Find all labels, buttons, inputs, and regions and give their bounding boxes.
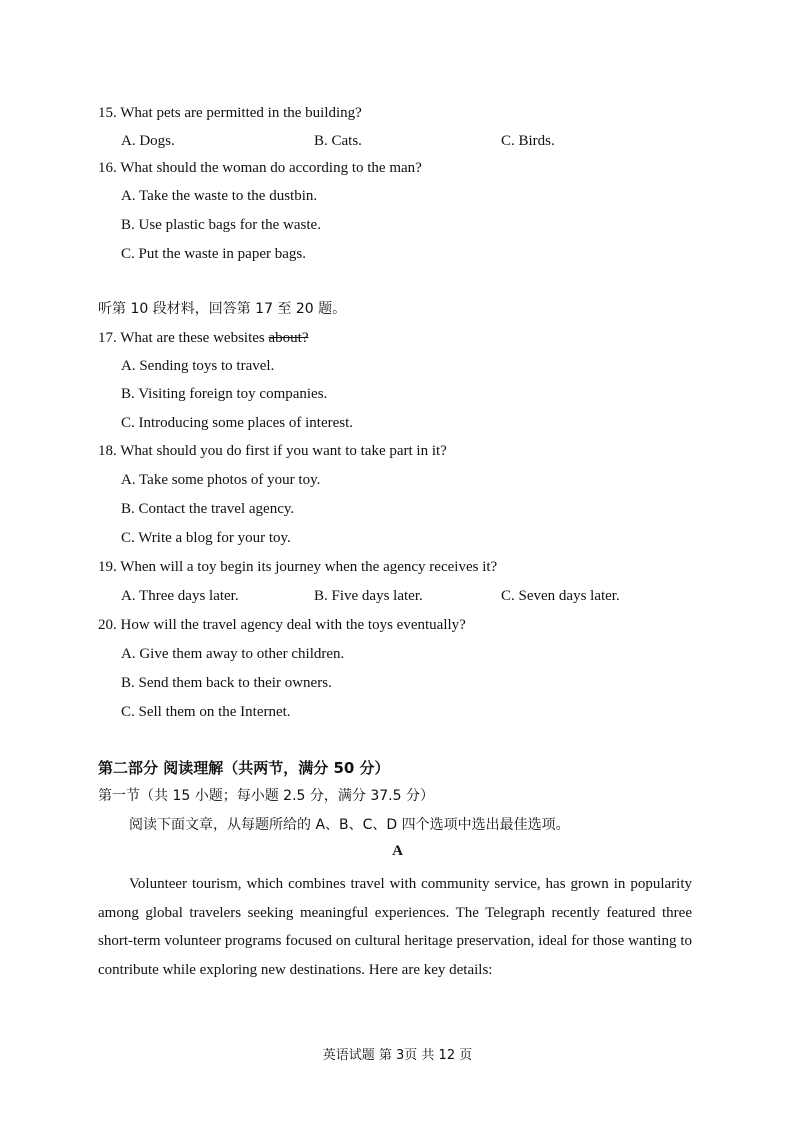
question-15-stem: 15. What pets are permitted in the building? — [98, 105, 362, 121]
question-16-option-a: A. Take the waste to the dustbin. — [121, 188, 318, 204]
question-18-option-b: B. Contact the travel agency. — [121, 501, 295, 517]
question-19-option-b: B. Five days later. — [314, 588, 423, 604]
question-17-stem-text: 17. What are these websites — [98, 330, 265, 346]
question-19-option-a: A. Three days later. — [121, 588, 239, 604]
question-19-stem: 19. When will a toy begin its journey when the agency receives it? — [98, 559, 498, 575]
question-15-option-c: C. Birds. — [501, 133, 555, 149]
section-one-title: 第一节（共 15 小题；每小题 2.5 分，满分 37.5 分） — [98, 788, 434, 804]
passage-paragraph: Volunteer tourism, which combines travel with community service, has grown in popularity among global travelers seeking meaningful experiences. The Telegraph recently featured three short-term volunteer programs focused on cultural heritage preservation, ideal for those wanting to contribute while exploring new destinations. Here are key details: — [98, 876, 692, 978]
question-18-option-a: A. Take some photos of your toy. — [121, 472, 321, 488]
question-20-option-a: A. Give them away to other children. — [121, 646, 345, 662]
question-20-option-b: B. Send them back to their owners. — [121, 675, 332, 691]
part-two-title: 第二部分 阅读理解（共两节，满分 50 分） — [98, 759, 390, 777]
question-17-stem — [98, 328, 309, 348]
question-17-option-b: B. Visiting foreign toy companies. — [121, 386, 328, 402]
question-15-option-a: A. Dogs. — [121, 133, 175, 149]
question-16-option-b: B. Use plastic bags for the waste. — [121, 217, 321, 233]
question-17-option-c: C. Introducing some places of interest. — [121, 415, 354, 431]
question-15-option-b: B. Cats. — [314, 133, 362, 149]
question-17-option-a: A. Sending toys to travel. — [121, 358, 275, 374]
passage-label: A — [392, 843, 403, 859]
question-19-option-c: C. Seven days later. — [501, 588, 620, 604]
question-18-stem: 18. What should you do first if you want to take part in it? — [98, 443, 447, 459]
question-20-stem: 20. How will the travel agency deal with the toys eventually? — [98, 617, 466, 633]
listening-section-instruction: 听第 10 段材料，回答第 17 至 20 题。 — [98, 301, 347, 317]
question-16-stem: 16. What should the woman do according to the man? — [98, 160, 422, 176]
question-18-option-c: C. Write a blog for your toy. — [121, 530, 291, 546]
question-20-option-c: C. Sell them on the Internet. — [121, 704, 291, 720]
reading-instruction: 阅读下面文章，从每题所给的 A、B、C、D 四个选项中选出最佳选项。 — [129, 817, 570, 833]
question-16-option-c: C. Put the waste in paper bags. — [121, 246, 306, 262]
page-footer: 英语试题 第 3页 共 12 页 — [322, 1048, 473, 1063]
question-17-stem-struck: about? — [268, 330, 309, 346]
